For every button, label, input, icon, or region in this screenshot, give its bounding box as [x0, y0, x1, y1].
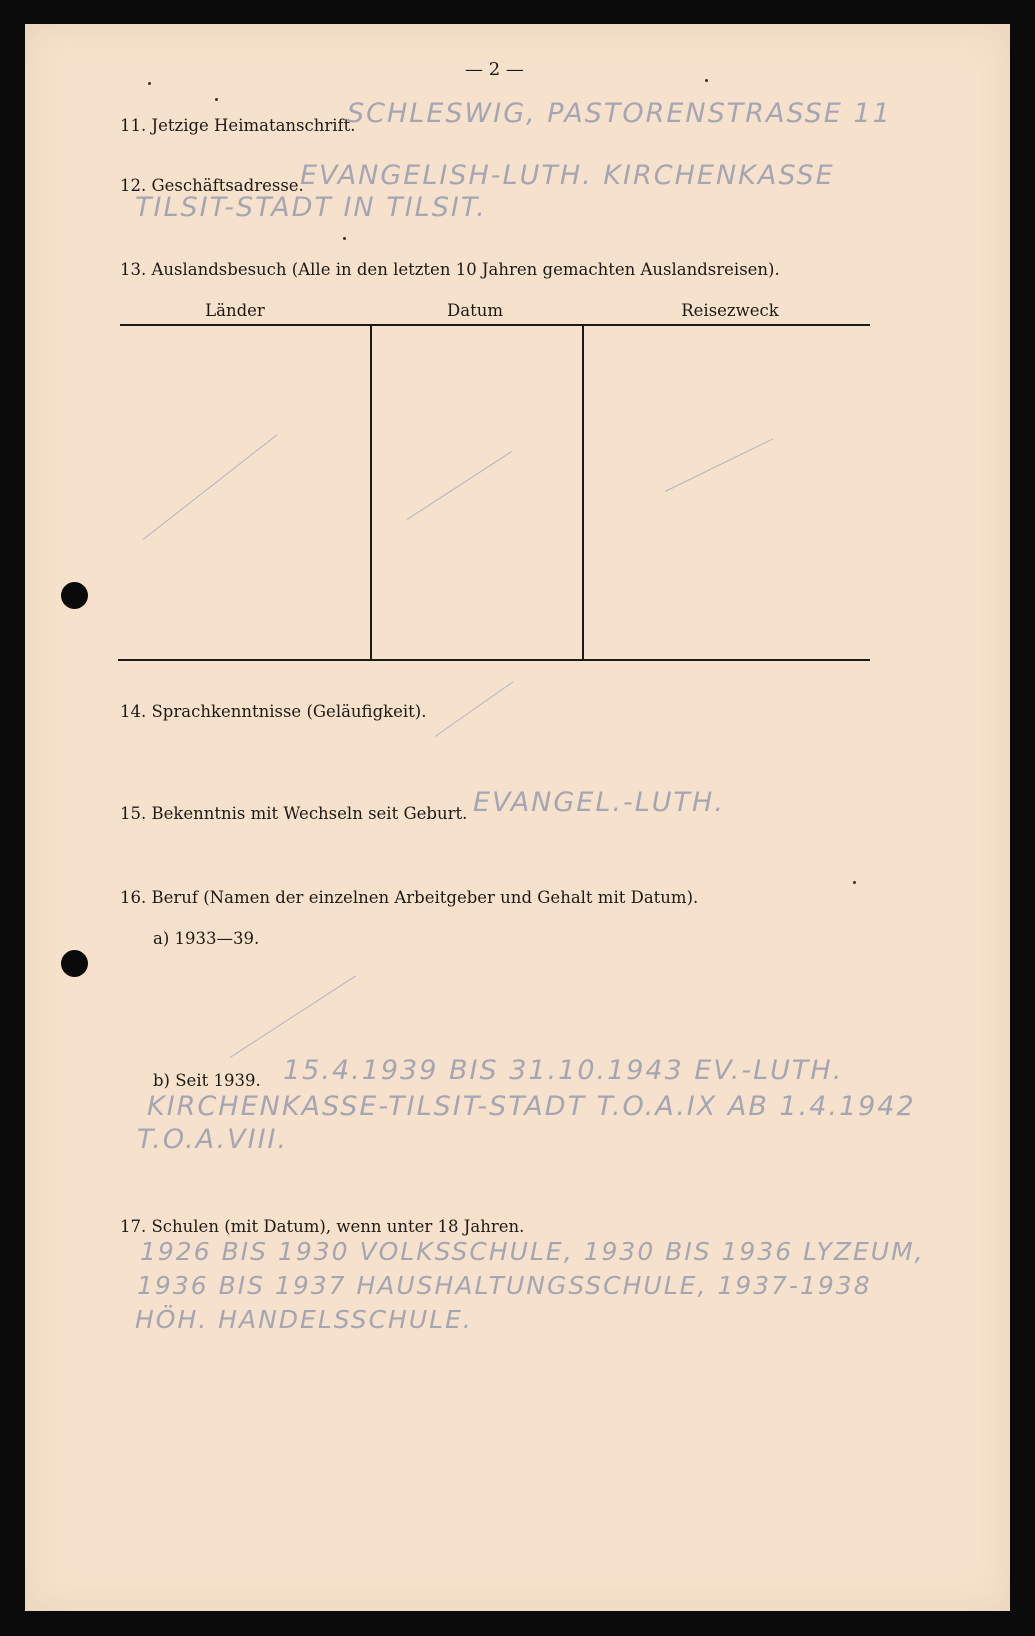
- strike-mark-datum: [407, 451, 512, 520]
- table-bottom-rule: [118, 659, 870, 661]
- question-11-answer: SCHLESWIG, PASTORENSTRASSE 11: [347, 98, 892, 129]
- table-divider-2: [582, 326, 584, 659]
- question-16b-answer-line1: 15.4.1939 BIS 31.10.1943 EV.-LUTH.: [283, 1055, 844, 1086]
- question-11-label: 11. Jetzige Heimatanschrift.: [120, 116, 356, 135]
- question-12-answer-line1: EVANGELISH-LUTH. KIRCHENKASSE: [300, 160, 835, 191]
- question-17-label: 17. Schulen (mit Datum), wenn unter 18 Jahren.: [120, 1217, 525, 1236]
- question-12-label: 12. Geschäftsadresse.: [120, 176, 304, 195]
- paper-speck: [343, 237, 346, 240]
- paper-speck: [148, 82, 151, 85]
- paper-speck: [853, 881, 856, 884]
- question-16b-answer-line3: T.O.A.VIII.: [137, 1124, 289, 1155]
- document-page: [25, 24, 1010, 1611]
- punch-hole-bottom: [61, 950, 88, 977]
- question-14-label: 14. Sprachkenntnisse (Geläufigkeit).: [120, 702, 427, 721]
- strike-mark-q16a: [230, 975, 356, 1058]
- punch-hole-top: [61, 582, 88, 609]
- column-header-reisezweck: Reisezweck: [681, 301, 779, 320]
- paper-speck: [215, 98, 218, 101]
- strike-mark-q14: [435, 682, 513, 737]
- question-17-answer-line1: 1926 BIS 1930 VOLKSSCHULE, 1930 BIS 1936 LYZEUM,: [140, 1237, 925, 1266]
- column-header-datum: Datum: [447, 301, 503, 320]
- question-17-answer-line2: 1936 BIS 1937 HAUSHALTUNGSSCHULE, 1937-1938: [137, 1271, 872, 1300]
- strike-mark-laender: [143, 434, 278, 539]
- table-top-rule: [120, 324, 870, 326]
- question-13-label: 13. Auslandsbesuch (Alle in den letzten 10 Jahren gemachten Auslandsreisen).: [120, 260, 780, 279]
- page-number: — 2 —: [465, 59, 524, 80]
- question-12-answer-line2: TILSIT-STADT IN TILSIT.: [135, 192, 487, 223]
- column-header-laender: Länder: [205, 301, 265, 320]
- question-17-answer-line3: HÖH. HANDELSSCHULE.: [135, 1305, 473, 1334]
- question-16-label: 16. Beruf (Namen der einzelnen Arbeitgeber und Gehalt mit Datum).: [120, 888, 699, 907]
- question-16b-label: b) Seit 1939.: [153, 1071, 261, 1090]
- question-16a-label: a) 1933—39.: [153, 929, 260, 948]
- question-15-answer: EVANGEL.-LUTH.: [473, 787, 725, 818]
- question-15-label: 15. Bekenntnis mit Wechseln seit Geburt.: [120, 804, 468, 823]
- table-divider-1: [370, 326, 372, 659]
- question-16b-answer-line2: KIRCHENKASSE-TILSIT-STADT T.O.A.IX AB 1.4.1942: [147, 1091, 916, 1122]
- paper-speck: [705, 79, 708, 82]
- strike-mark-reisezweck: [665, 438, 773, 492]
